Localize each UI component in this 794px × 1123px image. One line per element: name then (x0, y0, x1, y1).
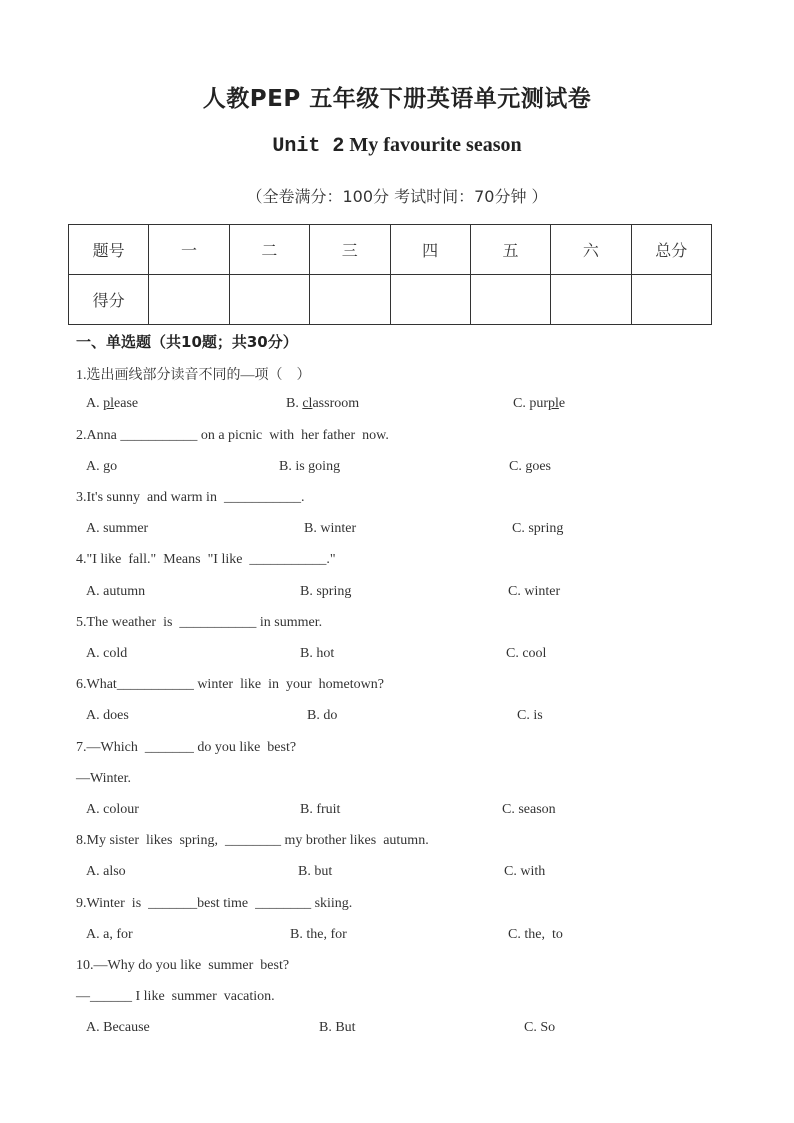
question-10-answer-line: —______ I like summer vacation. (76, 989, 275, 1004)
question-9-option-a: A. a, for (86, 927, 133, 942)
score-header-cell: 六 (551, 225, 631, 275)
question-2-option-a: A. go (86, 459, 118, 474)
score-header-cell: 一 (149, 225, 229, 275)
underlined-letters: pl (103, 396, 115, 411)
score-header-cell: 四 (390, 225, 470, 275)
question-10-option-b: B. But (319, 1020, 356, 1035)
question-3-option-b: B. winter (304, 521, 357, 536)
question-2-stem: 2.Anna ___________ on a picnic with her father now. (76, 428, 389, 443)
question-8-stem: 8.My sister likes spring, ________ my brother likes autumn. (76, 833, 429, 848)
score-cell (149, 275, 229, 325)
question-7-option-b: B. fruit (300, 802, 341, 817)
question-4-option-c: C. winter (508, 584, 561, 599)
score-header-cell: 二 (229, 225, 309, 275)
question-7-option-a: A. colour (86, 802, 139, 817)
option-text: A. (86, 396, 104, 411)
question-7-answer-line: —Winter. (76, 771, 132, 786)
question-5-stem: 5.The weather is ___________ in summer. (76, 615, 323, 630)
option-text: e (558, 396, 566, 411)
score-cell (310, 275, 390, 325)
unit-number: Unit 2 (272, 135, 345, 158)
question-8-option-b: B. but (298, 864, 333, 879)
option-text: C. pur (513, 396, 548, 411)
option-text: B. (286, 396, 303, 411)
unit-subtitle (0, 134, 794, 158)
exam-info: （全卷满分：100分 考试时间：70分钟 ） (246, 187, 548, 206)
score-cell (229, 275, 309, 325)
score-cell (631, 275, 711, 325)
score-header-cell: 总分 (631, 225, 711, 275)
question-2-option-b: B. is going (279, 459, 341, 474)
question-5-option-b: B. hot (300, 646, 335, 661)
score-table-score-row (69, 275, 712, 325)
option-text: ease (114, 396, 139, 411)
question-6-stem: 6.What___________ winter like in your hometown? (76, 677, 384, 692)
unit-name: My favourite season (349, 134, 522, 156)
question-6-option-c: C. is (517, 708, 543, 723)
underlined-letters: pl (548, 396, 559, 411)
question-3-option-a: A. summer (86, 521, 149, 536)
question-7-option-c: C. season (502, 802, 556, 817)
question-9-stem: 9.Winter is _______best time ________ skiing. (76, 896, 353, 911)
score-row-label: 得分 (69, 275, 149, 325)
page-title: 人教PEP 五年级下册英语单元测试卷 (202, 86, 592, 112)
question-10-option-c: C. So (524, 1020, 556, 1035)
score-cell (551, 275, 631, 325)
section-heading: 一、单选题（共10题；共30分） (76, 333, 298, 351)
question-1-option-a (86, 396, 138, 412)
underlined-letters: cl (302, 396, 313, 411)
score-table-header-row (69, 225, 712, 275)
question-8-option-c: C. with (504, 864, 546, 879)
question-9-option-b: B. the, for (290, 927, 347, 942)
question-10-stem: 10.—Why do you like summer best? (76, 958, 290, 973)
question-6-option-b: B. do (307, 708, 338, 723)
question-3-stem: 3.It's sunny and warm in ___________. (76, 490, 305, 505)
question-8-option-a: A. also (86, 864, 126, 879)
question-5-option-a: A. cold (86, 646, 128, 661)
question-1-stem: 1.选出画线部分读音不同的—项（ ） (76, 368, 311, 383)
question-4-option-a: A. autumn (86, 584, 146, 599)
score-table (68, 224, 712, 325)
score-cell (390, 275, 470, 325)
question-7-stem: 7.—Which _______ do you like best? (76, 740, 297, 755)
question-1-option-b (286, 396, 359, 412)
score-header-cell: 五 (470, 225, 550, 275)
score-header-cell: 题号 (69, 225, 149, 275)
question-5-option-c: C. cool (506, 646, 547, 661)
question-1-option-c (513, 396, 565, 412)
question-2-option-c: C. goes (509, 459, 551, 474)
option-text: assroom (312, 396, 360, 411)
question-10-option-a: A. Because (86, 1020, 150, 1035)
score-cell (470, 275, 550, 325)
question-9-option-c: C. the, to (508, 927, 563, 942)
question-4-stem: 4."I like fall." Means "I like ___________." (76, 552, 336, 567)
question-4-option-b: B. spring (300, 584, 352, 599)
score-header-cell: 三 (310, 225, 390, 275)
question-6-option-a: A. does (86, 708, 129, 723)
question-3-option-c: C. spring (512, 521, 564, 536)
